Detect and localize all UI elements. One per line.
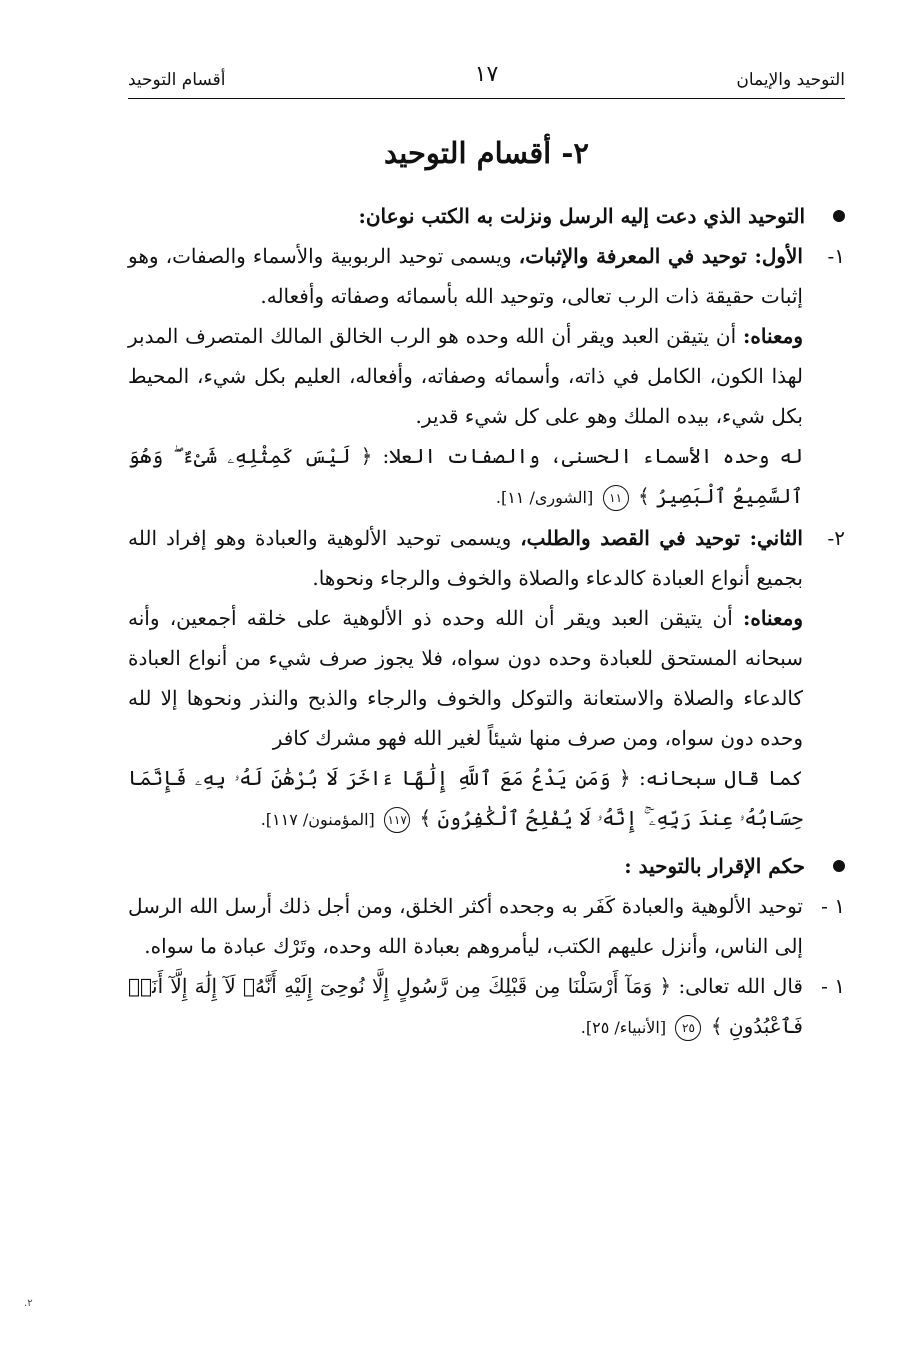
corner-mark: ٢. — [24, 1298, 33, 1309]
book-title: التوحيد والإيمان — [736, 70, 845, 90]
first-verse-reference: [الشورى/ ١١]. — [495, 488, 594, 507]
page-number: ١٧ — [474, 62, 499, 87]
second-meaning — [128, 598, 845, 758]
quote-intro: قال الله تعالى: — [678, 974, 803, 998]
bullet-icon — [833, 860, 845, 872]
ruling-item — [128, 886, 845, 966]
second-verse-reference: [المؤمنون/ ١١٧]. — [260, 810, 375, 829]
ayah-number-marker: ٢٥ — [675, 1015, 701, 1041]
first-verse: ﴿ لَيْسَ كَمِثْلِهِۦ شَىْءٌ ۖ وَهُوَ ٱلسَّمِيعُ ٱلْبَصِيرُ ﴾ — [128, 444, 803, 508]
section-title: ٢- أقسام التوحيد — [384, 136, 589, 170]
first-verse-intro: له وحده الأسماء الحسنى، والصفات العلا: — [382, 444, 804, 468]
intro-bullet — [128, 196, 845, 236]
second-number: ٢- — [827, 526, 845, 550]
ayah-number-marker: ١١٧ — [384, 807, 410, 833]
second-rest: ويسمى توحيد الألوهية والعبادة وهو إفراد الله بجميع أنواع العبادة كالدعاء والصلاة والخوف والرجاء ونحوها. — [128, 526, 803, 590]
first-meaning-label: ومعناه: — [742, 324, 803, 348]
second-meaning-label: ومعناه: — [743, 606, 804, 630]
chapter-title: أقسام التوحيد — [128, 70, 226, 90]
quote-reference: [الأنبياء/ ٢٥]. — [580, 1018, 667, 1037]
ruling-bullet — [128, 846, 845, 886]
second-verse-intro: كما قال سبحانه: — [638, 766, 803, 790]
first-verse-block — [128, 436, 845, 518]
running-header — [128, 62, 845, 99]
quote-number: ١ - — [821, 974, 845, 998]
first-rest: ويسمى توحيد الربوبية والأسماء والصفات، وهو إثبات حقيقة ذات الرب تعالى، وتوحيد الله بأسمائه وصفاته وأفعاله. — [128, 244, 803, 308]
quote-verse: ﴿ وَمَآ أَرْسَلْنَا مِن قَبْلِكَ مِن رَّسُولٍ إِلَّا نُوحِىٓ إِلَيْهِ أَنَّهُۥ لَآ إِلَٰهَ إِلَّآ أَنَا۠ فَٱعْبُدُونِ ﴾ — [128, 974, 803, 1038]
ayah-number-marker: ١١ — [603, 485, 629, 511]
quote-item — [128, 966, 845, 1048]
second-lead: الثاني: توحيد في القصد والطلب، — [520, 526, 803, 550]
first-type — [128, 236, 845, 316]
page-body — [128, 196, 845, 1048]
ruling-heading: حكم الإقرار بالتوحيد : — [624, 854, 805, 878]
intro-text: التوحيد الذي دعت إليه الرسل ونزلت به الكتب نوعان: — [358, 204, 805, 228]
second-verse-block — [128, 758, 845, 840]
ruling-number: ١ - — [821, 894, 845, 918]
first-number: ١- — [827, 244, 845, 268]
ruling-text: توحيد الألوهية والعبادة كَفَر به وجحده أكثر الخلق، ومن أجل ذلك أرسل الله الرسل إلى الناس، وأنزل عليهم الكتب، ليأمروهم بعبادة الله وحده، وتَرْك عبادة ما سواه. — [128, 894, 803, 958]
first-lead: الأول: توحيد في المعرفة والإثبات، — [518, 244, 803, 268]
first-meaning — [128, 316, 845, 436]
second-verse: ﴿ وَمَن يَدْعُ مَعَ ٱللَّهِ إِلَٰهًا ءَاخَرَ لَا بُرْهَٰنَ لَهُۥ بِهِۦ فَإِنَّمَا حِسَابُهُۥ عِندَ رَبِّهِۦٓ ۚ إِنَّهُۥ لَا يُفْلِحُ ٱلْكَٰفِرُونَ ﴾ — [128, 766, 803, 830]
second-type — [128, 518, 845, 598]
first-meaning-text: أن يتيقن العبد ويقر أن الله وحده هو الرب الخالق المالك المتصرف المدبر لهذا الكون، الكامل في ذاته، وأسمائه وصفاته، وأفعاله، العليم بكل شيء، المحيط بكل شيء، بيده الملك وهو على كل شيء قدير. — [128, 324, 803, 428]
bullet-icon — [833, 210, 845, 222]
second-meaning-text: أن يتيقن العبد ويقر أن الله وحده ذو الألوهية على خلقه أجمعين، وأنه سبحانه المستحق للعبادة وحده دون سواه، فلا يجوز صرف شيء من أنواع العبادة كالدعاء والصلاة والاستعانة والتوكل والخوف والرجاء والذبح والنذر ونحوها إلا لله وحده دون سواه، ومن صرف منها شيئاً لغير الله فهو مشرك كافر — [128, 606, 803, 750]
